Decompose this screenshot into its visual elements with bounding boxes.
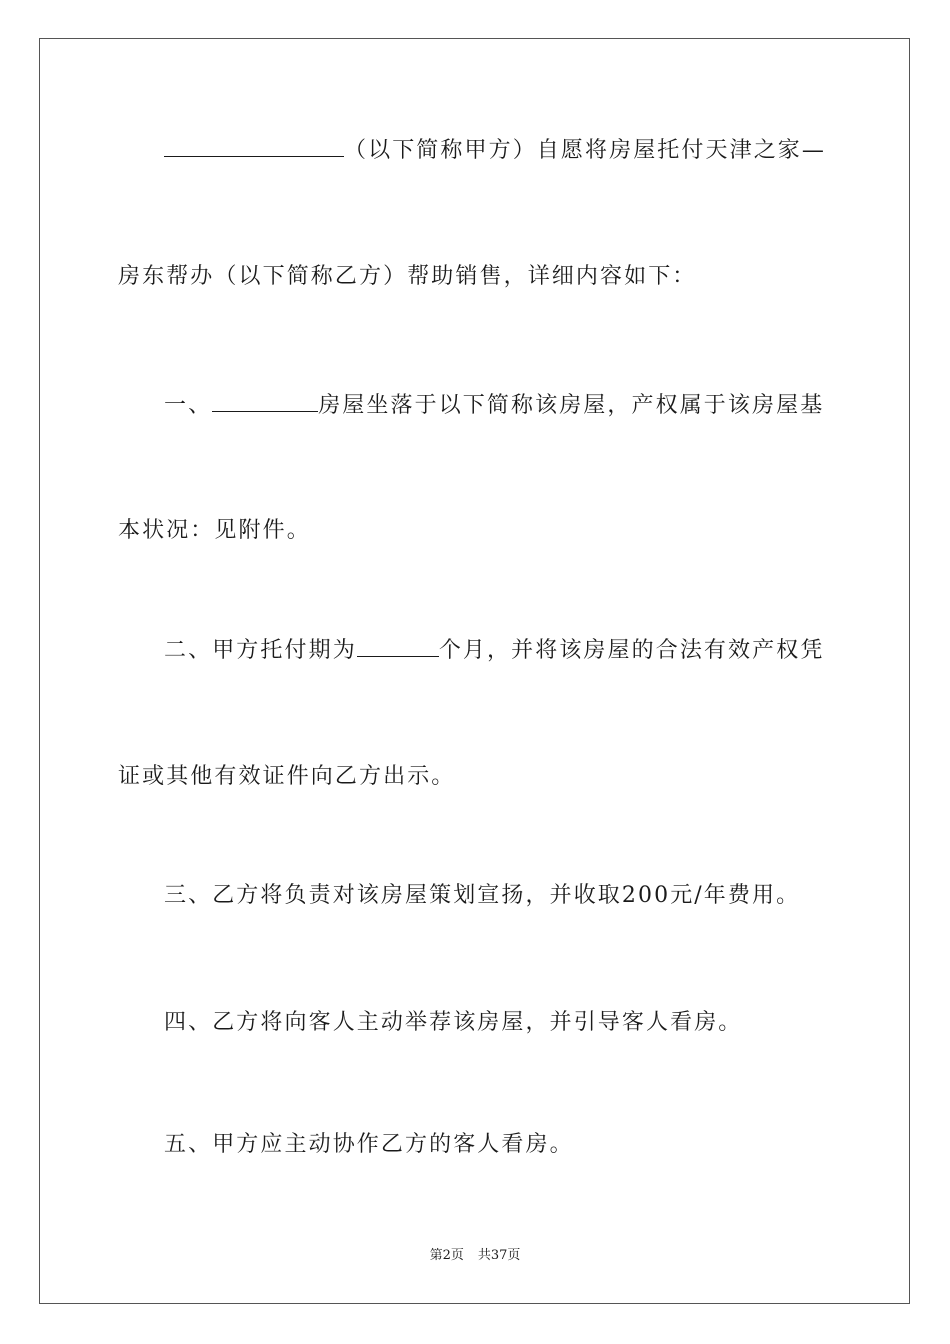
clause-5	[164, 1130, 574, 1160]
paragraph-intro-line-1	[164, 134, 826, 166]
page-footer	[0, 1247, 950, 1265]
address-blank	[212, 389, 318, 412]
page-number: 第2页	[429, 1248, 464, 1263]
paragraph-text: 本状况：见附件。	[118, 518, 311, 543]
paragraph-text: 四、乙方将向客人主动举荐该房屋，并引导客人看房。	[164, 1010, 743, 1035]
total-pages: 共37页	[477, 1248, 521, 1263]
paragraph-text: （以下简称甲方）自愿将房屋托付天津之家—	[344, 138, 827, 163]
paragraph-text: 房东帮办（以下简称乙方）帮助销售，详细内容如下：	[118, 264, 697, 289]
paragraph-intro-line-2	[118, 262, 696, 292]
clause-2-line-1	[164, 634, 824, 666]
party-a-blank	[164, 134, 344, 157]
page-border	[39, 38, 910, 1304]
paragraph-text: 三、乙方将负责对该房屋策划宣扬，并收取200元/年费用。	[164, 883, 801, 908]
clause-1-line-2	[118, 516, 311, 546]
period-blank	[357, 634, 439, 657]
clause-2-line-2	[118, 762, 455, 792]
clause-4	[164, 1008, 742, 1038]
clause-1-line-1	[164, 389, 824, 421]
paragraph-text: 个月，并将该房屋的合法有效产权凭	[438, 638, 825, 663]
clause-prefix: 二、甲方托付期为	[164, 638, 357, 663]
paragraph-text: 证或其他有效证件向乙方出示。	[118, 764, 456, 789]
paragraph-text: 房屋坐落于以下简称该房屋，产权属于该房屋基	[318, 393, 825, 418]
paragraph-text: 五、甲方应主动协作乙方的客人看房。	[164, 1132, 574, 1157]
clause-number: 一、	[164, 393, 213, 418]
clause-3	[164, 881, 800, 911]
